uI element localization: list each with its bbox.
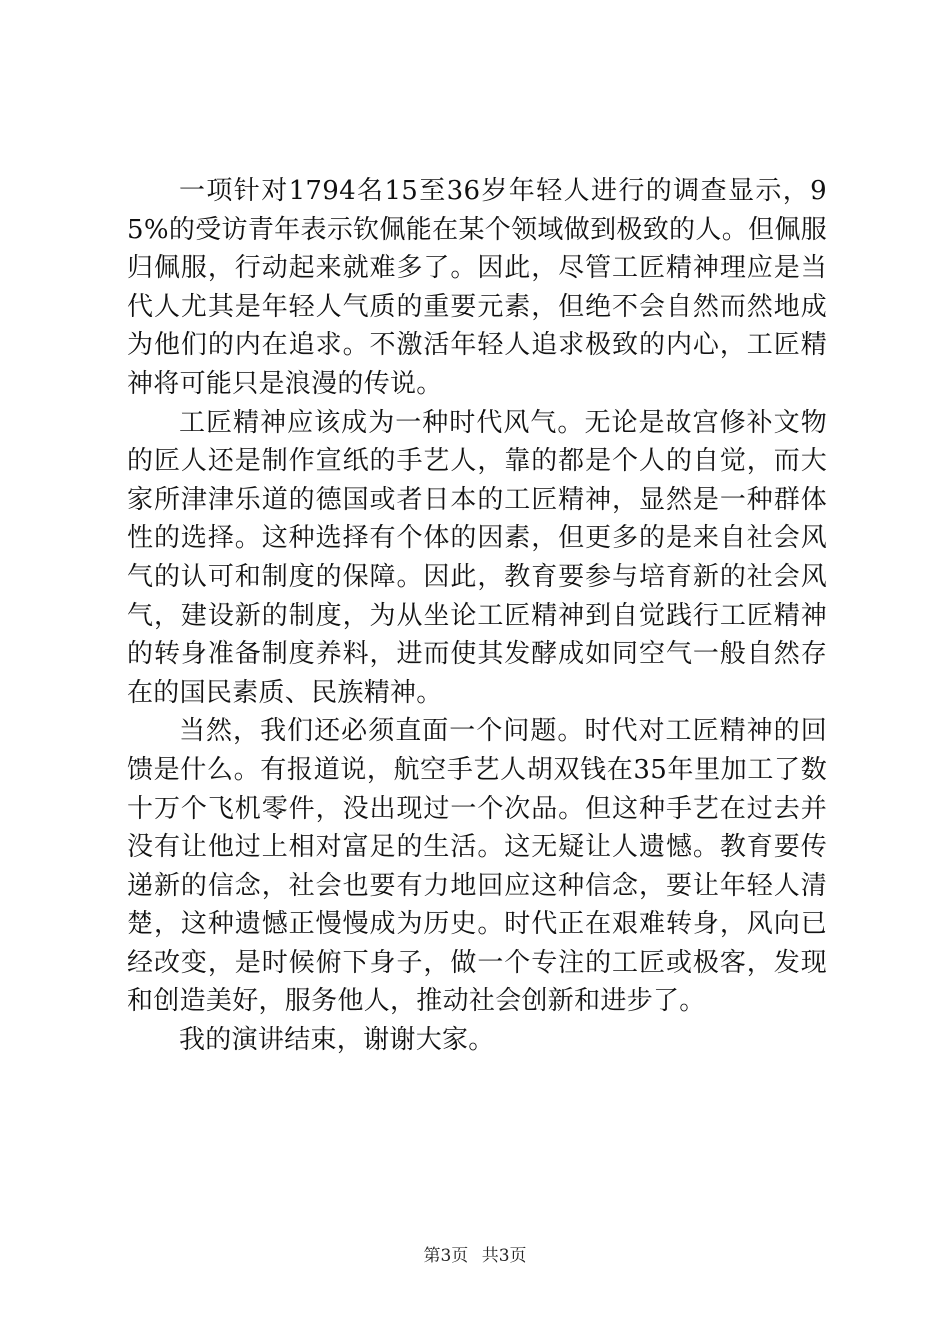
paragraph-1: 一项针对1794名15至36岁年轻人进行的调查显示，95%的受访青年表示钦佩能在某个领域做到极致的人。但佩服归佩服，行动起来就难多了。因此，尽管工匠精神理应是当代人尤其是年轻人气质的重要元素，但绝不会自然而然地成为他们的内在追求。不激活年轻人追求极致的内心，工匠精神将可能只是浪漫的传说。 [127, 176, 827, 399]
page-total: 共3页 [481, 1246, 527, 1266]
paragraph-2: 工匠精神应该成为一种时代风气。无论是故宫修补文物的匠人还是制作宣纸的手艺人，靠的都是个人的自觉，而大家所津津乐道的德国或者日本的工匠精神，显然是一种群体性的选择。这种选择有个体的因素，但更多的是来自社会风气的认可和制度的保障。因此，教育要参与培育新的社会风气，建设新的制度，为从坐论工匠精神到自觉践行工匠精神的转身准备制度养料，进而使其发酵成如同空气一般自然存在的国民素质、民族精神。 [127, 407, 827, 708]
page-number: 第3页 [423, 1246, 469, 1266]
paragraph-4: 我的演讲结束，谢谢大家。 [179, 1025, 495, 1056]
page-footer [0, 1246, 950, 1266]
document-body [127, 172, 827, 1060]
paragraph-3: 当然，我们还必须直面一个问题。时代对工匠精神的回馈是什么。有报道说，航空手艺人胡双钱在35年里加工了数十万个飞机零件，没出现过一个次品。但这种手艺在过去并没有让他过上相对富足的生活。这无疑让人遗憾。教育要传递新的信念，社会也要有力地回应这种信念，要让年轻人清楚，这种遗憾正慢慢成为历史。时代正在艰难转身，风向已经改变，是时候俯下身子，做一个专注的工匠或极客，发现和创造美好，服务他人，推动社会创新和进步了。 [127, 716, 827, 1017]
